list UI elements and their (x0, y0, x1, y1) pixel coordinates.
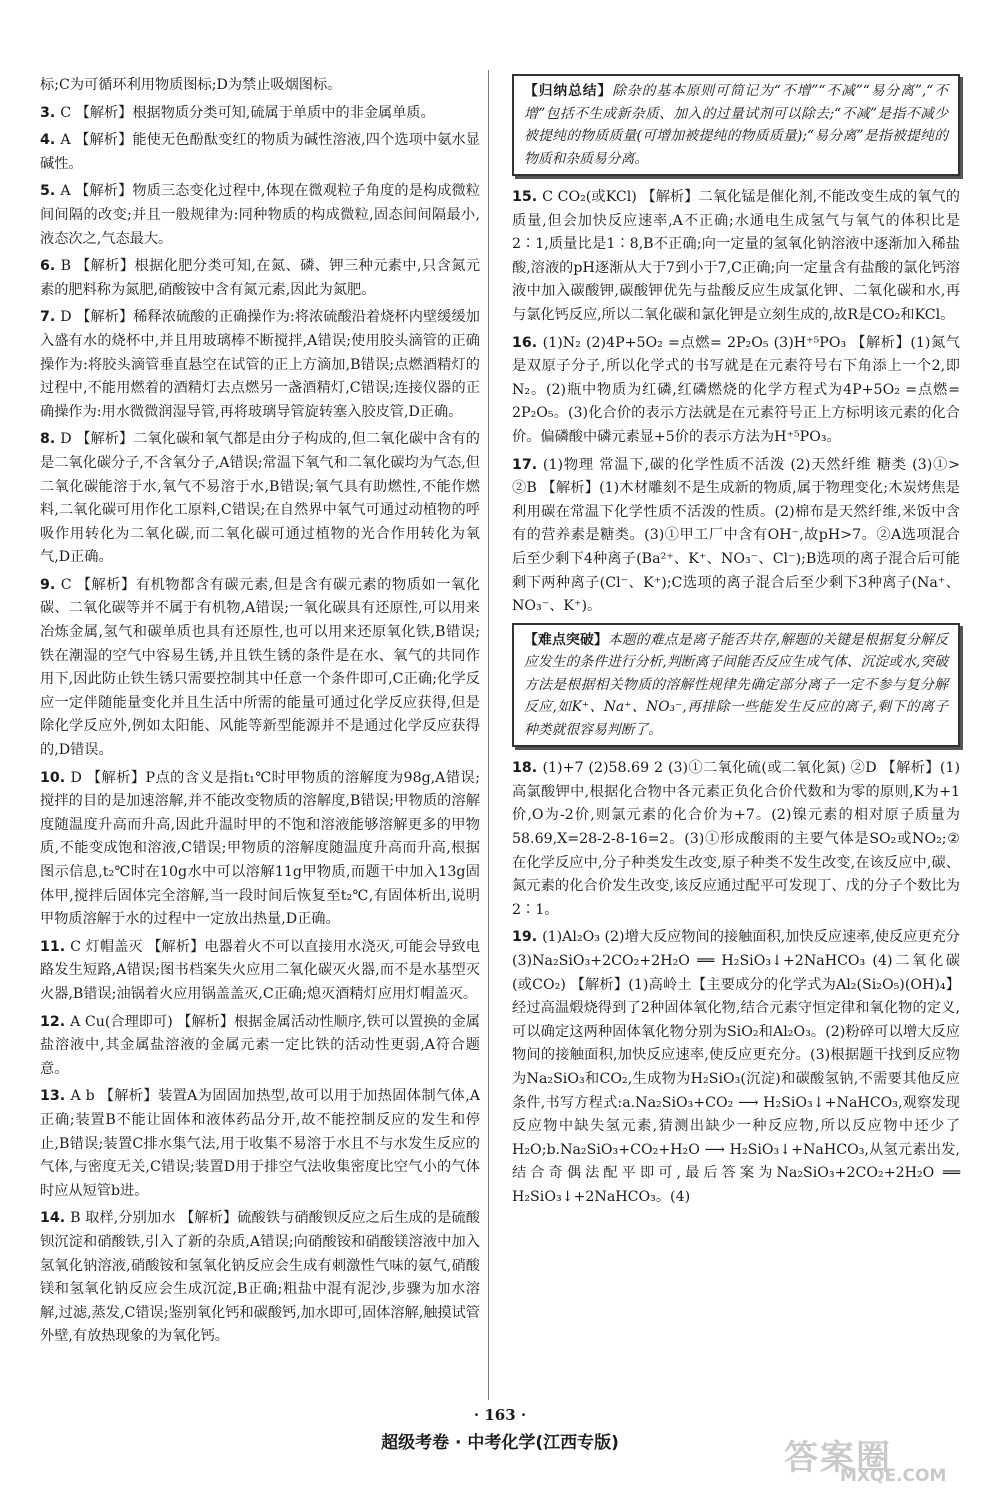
answer-number: 11. (40, 938, 71, 955)
answer-item (40, 574, 480, 763)
answer-item (512, 186, 960, 328)
answer-text: (1)N₂ (2)4P+5O₂ =点燃= 2P₂O₅ (3)H⁺⁵PO₃ 【解析】(1)氮气是双原子分子,所以化学式的书写就是在元素符号右下角添上一个2,即N₂。(2)瓶中物质为红磷,红磷燃烧的化学方程式为4P+5O₂ =点燃= 2P₂O₅。(3)化合价的表示方法就是在元素符号正上方标明该元素的化合价。偏磷酸中磷元素显+5价的表示方法为H⁺⁵PO₃。 (512, 334, 960, 445)
answer-number: 16. (512, 334, 543, 351)
left-items (40, 74, 480, 1349)
page-number: · 163 · (473, 1406, 527, 1424)
answer-text: B 取样,分别加水 【解析】硫酸铁与硝酸钡反应之后生成的是硫酸钡沉淀和硝酸铁,引入了新的杂质,A错误;向硝酸铵和硝酸镁溶液中加入氢氧化钠溶液,硝酸铵和氢氧化钠反应会生成有刺激性气味的氨气,硝酸镁和氢氧化钠反应会生成沉淀,B正确;粗盐中混有泥沙,步骤为加水溶解,过滤,蒸发,C错误;鉴别氧化钙和碳酸钙,加水即可,固体溶解,触摸试管外壁,有放热现象的为氧化钙。 (40, 1210, 480, 1345)
answer-number: 9. (40, 576, 61, 593)
answer-number: 14. (40, 1210, 71, 1227)
answer-text: A 【解析】能使无色酚酞变红的物质为碱性溶液,四个选项中氨水显碱性。 (40, 132, 480, 172)
answer-number: 15. (512, 189, 543, 205)
answer-number: 10. (40, 769, 71, 786)
answer-item (40, 1011, 480, 1082)
answer-number: 19. (512, 929, 543, 946)
summary-box (512, 74, 960, 176)
difficulty-tag: 【难点突破】 (524, 631, 608, 648)
answer-text: A b 【解析】装置A为固固加热型,故可以用于加热固体制气体,A正确;装置B不能让固体和液体药品分开,故不能控制反应的发生和停止,B错误;装置C排水集气法,用于收集不易溶于水且不与水发生反应的气体,与密度无关,C错误;装置D用于排空气法收集密度比空气小的气体时应从短管b进。 (40, 1088, 480, 1199)
answer-number: 7. (40, 309, 61, 326)
answer-text: C 灯帽盖灭 【解析】电器着火不可以直接用水浇灭,可能会导致电路发生短路,A错误;图书档案失火应用二氧化碳灭火器,而不是水基型灭火器,B错误;油锅着火应用锅盖盖灭,C正确;熄灭酒精灯应用灯帽盖灭。 (40, 938, 480, 1002)
right-column (512, 74, 960, 1213)
watermark-big: 答案圈 (784, 1438, 892, 1478)
answer-number: 17. (512, 456, 543, 473)
answer-text: D 【解析】稀释浓硫酸的正确操作为:将浓硫酸沿着烧杯内壁缓缓加入盛有水的烧杯中,并且用玻璃棒不断搅拌,A错误;使用胶头滴管的正确操作为:将胶头滴管垂直悬空在试管的正上方滴加,B错误;点燃酒精灯的过程中,不能用燃着的酒精灯去点燃另一盏酒精灯,C错误;连接仪器的正确操作为:用水微微润湿导管,再将玻璃导管旋转塞入胶皮管,D正确。 (40, 309, 480, 420)
answer-text: A 【解析】物质三态变化过程中,体现在微观粒子角度的是构成微粒间间隔的改变;并且一般规律为:同种物质的构成微粒,固态间间隔最小,液态次之,气态最大。 (40, 183, 480, 247)
answer-number: 3. (40, 104, 61, 121)
book-title: 超级考卷 · 中考化学(江西专版) (381, 1433, 619, 1453)
answer-item (40, 102, 480, 126)
column-divider (488, 70, 489, 1400)
answer-text: (1)Al₂O₃ (2)增大反应物间的接触面积,加快反应速率,使反应更充分 (3)Na₂SiO₃+2CO₂+2H₂O ══ H₂SiO₃↓+2NaHCO₃ (4)二氧化碳(或CO₂) 【解析】(1)高岭土【主要成分的化学式为Al₂(Si₂O₅)(OH)₄】经过高温煅烧得到了2种固体氧化物,结合元素守恒定律和氧化物的定义,可以确定这两种固体氧化物分别为SiO₂和Al₂O₃。(2)粉碎可以增大反应物间的接触面积,加快反应速率,使反应更充分。(3)根据题干找到反应物为Na₂SiO₃和CO₂,生成物为H₂SiO₃(沉淀)和碳酸氢钠,不需要其他反应条件,书写方程式:a.Na₂SiO₃+CO₂ ⟶ H₂SiO₃↓+NaHCO₃,观察发现反应物中缺失氢元素,猜测出缺少一种反应物,所以反应物中还少了H₂O;b.Na₂SiO₃+CO₂+H₂O ⟶ H₂SiO₃↓+NaHCO₃,从氢元素出发,结合奇偶法配平即可,最后答案为Na₂SiO₃+2CO₂+2H₂O ══ H₂SiO₃↓+2NaHCO₃。(4) (512, 929, 960, 1205)
right-items (512, 186, 960, 619)
answer-item (40, 936, 480, 1007)
answer-item (512, 454, 960, 619)
answer-item (40, 1207, 480, 1349)
answer-text: D 【解析】二氧化碳和氧气都是由分子构成的,但二氧化碳中含有的是二氧化碳分子,不含氧分子,A错误;常温下氧气和二氧化碳均为气态,但二氧化碳能溶于水,氧气不易溶于水,B错误;氧气具有助燃性,不能作燃料,二氧化碳可用作化工原料,C错误;在自然界中氧气可通过动植物的呼吸作用转化为二氧化碳,而二氧化碳可通过植物的光合作用转化为氧气,D正确。 (40, 431, 480, 566)
answer-number: 18. (512, 760, 543, 777)
answer-text: (1)+7 (2)58.69 2 (3)①二氧化硫(或二氧化氮) ②D 【解析】(1)高氯酸钾中,根据化合物中各元素正负化合价代数和为零的原则,K为+1价,O为-2价,则氯元素的化合价为+7。(2)镍元素的相对原子质量为58.69,X=28-2-8-16=2。(3)①形成酸雨的主要气体是SO₂或NO₂;②在化学反应中,分子种类发生改变,原子种类不发生改变,在该反应中,碳、氮元素的化合价发生改变,该反应通过配平可发现丁、戊的分子个数比为2∶1。 (512, 760, 960, 918)
answer-item (40, 1085, 480, 1203)
answer-text: C 【解析】有机物都含有碳元素,但是含有碳元素的物质如一氧化碳、二氧化碳等并不属于有机物,A错误;一氧化碳具有还原性,可以用来冶炼金属,氢气和碳单质也具有还原性,也可以用来还原氧化铁,B错误;铁在潮湿的空气中容易生锈,并且铁生锈的条件是在水、氧气的共同作用下,因此防止铁生锈只需要控制其中任意一个条件即可,C正确;化学反应一定伴随能量变化并且生活中所需的能量可通过化学反应获得,但是除化学反应外,例如太阳能、风能等新型能源并不是通过化学反应获得的,D错误。 (40, 576, 480, 759)
answer-text: B 【解析】根据化肥分类可知,在氮、磷、钾三种元素中,只含氮元素的肥料称为氮肥,硝酸铵中含有氮元素,因此为氮肥。 (40, 258, 481, 298)
answer-item (512, 926, 960, 1209)
difficulty-text: 本题的难点是离子能否共存,解题的关键是根据复分解反应发生的条件进行分析,判断离子间能否反应生成气体、沉淀或水,突破方法是根据相关物质的溶解性规律先确定部分离子一定不参与复分解反应,如K⁺、Na⁺、NO₃⁻,再排除一些能发生反应的离子,剩下的离子种类就很容易判断了。 (524, 631, 948, 738)
watermark-small: MXQE.COM (840, 1466, 947, 1486)
answer-item (512, 332, 960, 450)
answer-item (40, 74, 480, 98)
answer-text: C 【解析】根据物质分类可知,硫属于单质中的非金属单质。 (60, 104, 435, 121)
answer-number: 13. (40, 1088, 71, 1105)
answer-number: 8. (40, 431, 61, 448)
answer-item (40, 767, 480, 932)
answer-item (40, 306, 480, 424)
right2-items (512, 757, 960, 1209)
summary-text: 除杂的基本原则可简记为“不增”“不减”“易分离”,“不增”包括不生成新杂质、加入的过量试剂可以除去;“不减”是指不减少被提纯的物质质量(可增加被提纯的物质质量);“易分离”是指被提纯的物质和杂质易分离。 (524, 83, 949, 167)
answer-text: D 【解析】P点的含义是指t₁℃时甲物质的溶解度为98g,A错误;搅拌的目的是加速溶解,并不能改变物质的溶解度,B错误;甲物质的溶解度随温度升高而升高,因此升温时甲的不饱和溶液能够溶解更多的甲物质,不能变成饱和溶液,C错误;甲物质的溶解度随温度升高而升高,根据图示信息,t₂℃时在10g水中可以溶解11g甲物质,而题干中加入13g固体甲,搅拌后固体完全溶解,当一段时间后恢复至t₂℃,有固体析出,说明甲物质溶解于水的过程中一定放出热量,D正确。 (40, 769, 480, 928)
answer-number: 6. (40, 258, 61, 275)
answer-item (512, 757, 960, 922)
answer-item (40, 129, 480, 176)
answer-number: 12. (40, 1013, 71, 1030)
answer-text: (1)物理 常温下,碳的化学性质不活泼 (2)天然纤维 糖类 (3)①> ②B 【解析】(1)木材雕刻不是生成新的物质,属于物理变化;木炭烤焦是利用碳在常温下化学性质不活泼的性质。(2)棉布是天然纤维,米饭中含有的营养素是糖类。(3)①甲工厂中含有OH⁻,故pH>7。②A选项混合后至少剩下4种离子(Ba²⁺、K⁺、NO₃⁻、Cl⁻);B选项的离子混合后可能剩下两种离子(Cl⁻、K⁺);C选项的离子混合后至少剩下3种离子(Na⁺、NO₃⁻、K⁺)。 (512, 456, 960, 615)
difficulty-box (512, 623, 960, 748)
summary-tag: 【归纳总结】 (524, 83, 613, 99)
answer-text: C CO₂(或KCl) 【解析】二氧化锰是催化剂,不能改变生成的氧气的质量,但会加快反应速率,A不正确;水通电生成氢气与氧气的体积比是2∶1,质量比是1∶8,B不正确;向一定量的氢氧化钠溶液中逐渐加入稀盐酸,溶液的pH逐渐从大于7到小于7,C正确;向一定量含有盐酸的氯化钙溶液中加入碳酸钾,碳酸钾优先与盐酸反应生成氯化钾、二氧化碳和水,再与氯化钙反应,所以二氧化碳和氯化钾是立刻生成的,故R是CO₂和KCl。 (512, 189, 960, 323)
left-column (40, 74, 480, 1353)
answer-number: 4. (40, 132, 61, 149)
answer-item (40, 180, 480, 251)
answer-number: 5. (40, 183, 61, 200)
answer-text: A Cu(合理即可) 【解析】根据金属活动性顺序,铁可以置换的金属盐溶液中,其金属盐溶液的金属元素一定比铁的活动性更弱,A符合题意。 (40, 1013, 480, 1077)
watermark-logo (776, 1430, 976, 1486)
answer-text: 标;C为可循环利用物质图标;D为禁止吸烟图标。 (40, 77, 342, 93)
answer-item (40, 255, 480, 302)
answer-item (40, 428, 480, 570)
